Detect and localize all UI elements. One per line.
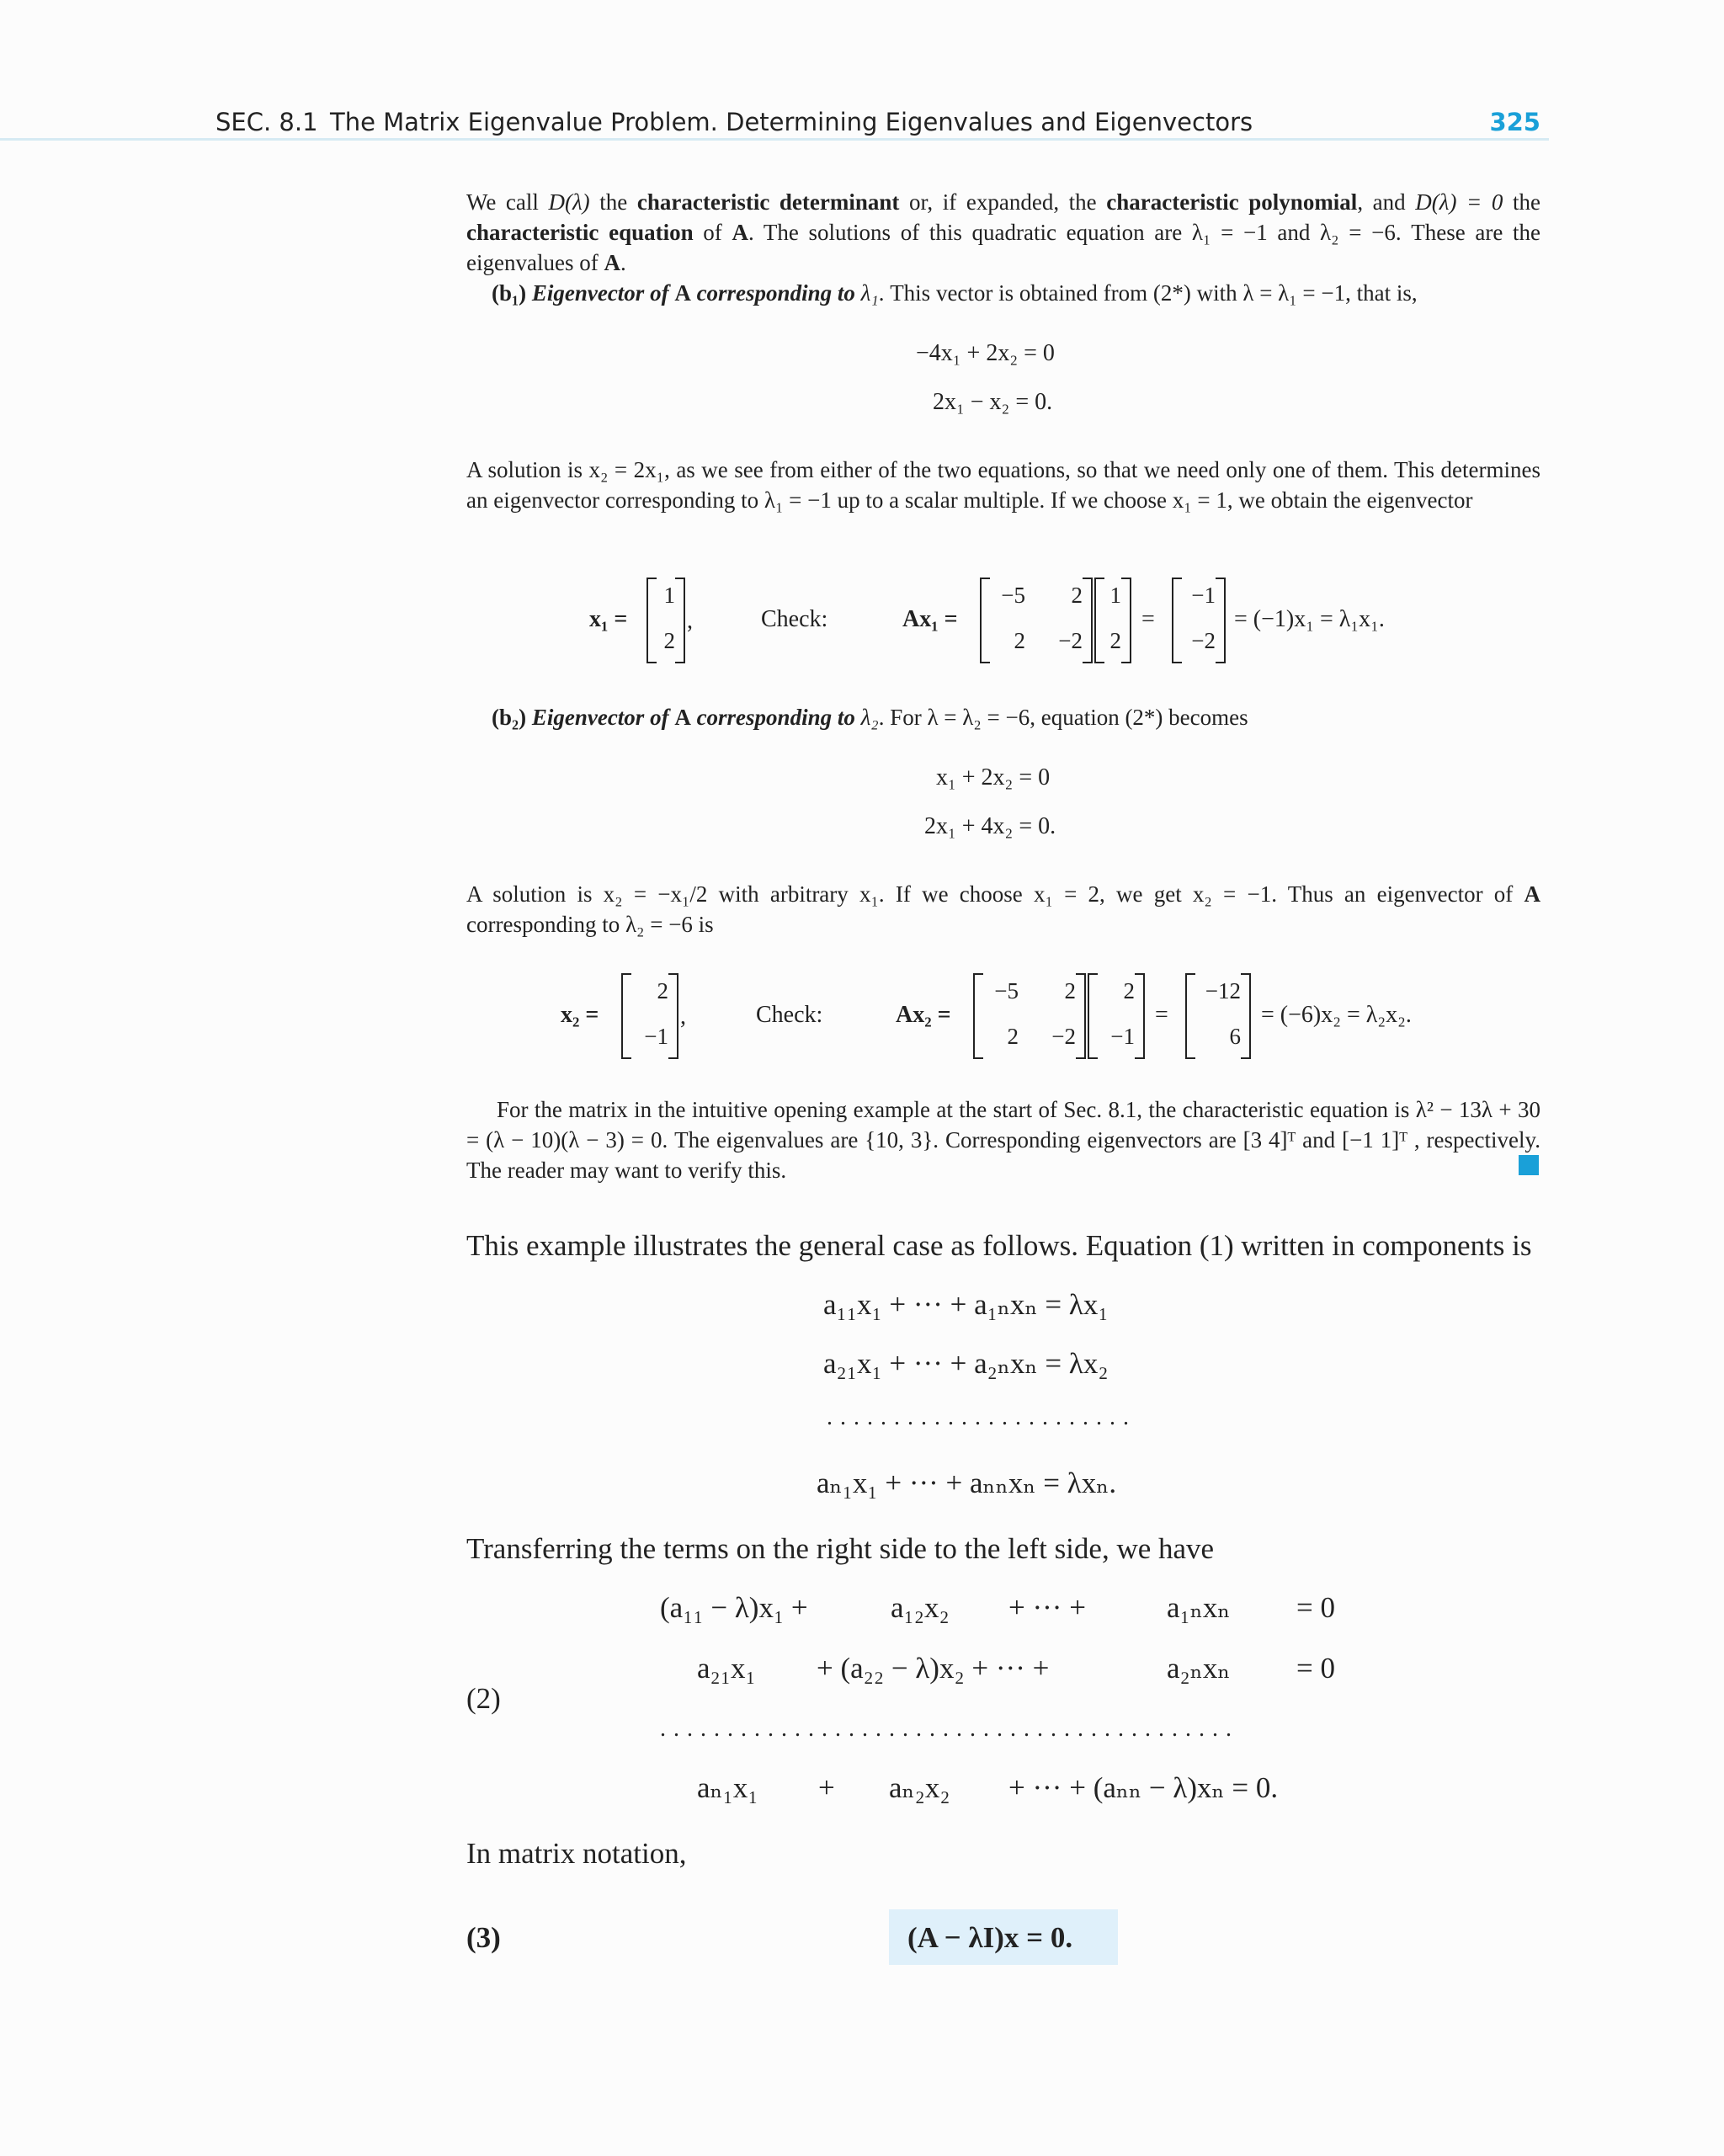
section-number: SEC. 8.1 (216, 108, 318, 136)
equation-number-2: (2) (466, 1682, 501, 1715)
check-result-2: = (−6)x₂ = λ₂x₂. (1261, 1002, 1412, 1028)
paragraph-solution-2: A solution is x₂ = −x₁/2 with arbitrary x₁. If we choose x₁ = 2, we get x₂ = −1. Thus an eigenvector of A corresponding to λ₂ = −6 is (466, 881, 1540, 937)
paragraph-characteristic: We call D(λ) the characteristic determinant or, if expanded, the characteristic polynomial, and D(λ) = 0 the characteristic equation of A. The solutions of this quadratic equation are λ₁ = −1 and λ₂ = −6. These are the eigenvalues of A. (466, 189, 1540, 275)
system2-row2-a: a₂₁x₁ (697, 1652, 756, 1685)
x1-label: x₁ = (589, 606, 628, 632)
system1-row4: aₙ₁x₁ + ··· + aₙₙxₙ = λxₙ. (817, 1467, 1117, 1499)
result-vector-1: −1 −2 (1172, 578, 1226, 663)
paragraph-opening-example: For the matrix in the intuitive opening example at the start of Sec. 8.1, the characteristic equation is λ² − 13λ + 30 = (λ − 10)(λ − 3) = 0. The eigenvalues are {10, 3}. Corresponding eigenvectors are [3 4]ᵀ and [−1 1]ᵀ , respectively. The reader may want to verify this. (466, 1097, 1540, 1183)
system1-dots: ....................... (827, 1404, 1136, 1430)
heading-b1: (b₁) Eigenvector of A corresponding to λ₁. This vector is obtained from (2*) with λ = λ₁ = −1, that is, (492, 280, 1418, 306)
system1-row1: a₁₁x₁ + ··· + a₁ₙxₙ = λx₁ (823, 1288, 1109, 1321)
check-label-2: Check: (756, 1002, 823, 1028)
chapter-title: The Matrix Eigenvalue Problem. Determining Eigenvalues and Eigenvectors (330, 108, 1253, 136)
paragraph-solution-1: A solution is x₂ = 2x₁, as we see from either of the two equations, so that we need only one of them. This determines an eigenvector corresponding to λ₁ = −1 up to a scalar multiple. If we choose x₁ = 1, we obtain the eigenvector (466, 457, 1540, 513)
equation-b2-line2: 2x₁ + 4x₂ = 0. (924, 813, 1056, 839)
equation-b1-line2: 2x₁ − x₂ = 0. (933, 389, 1053, 415)
system2-dots: ........................................... (660, 1716, 1239, 1742)
system1-row2: a₂₁x₁ + ··· + a₂ₙxₙ = λx₂ (823, 1347, 1109, 1380)
page-number: 325 (1489, 108, 1540, 136)
ax2-label: Ax₂ = (896, 1002, 951, 1028)
vector-x2-copy: 2 −1 (1088, 973, 1145, 1059)
end-of-example-marker (1519, 1155, 1539, 1175)
check-result-1: = (−1)x₁ = λ₁x₁. (1234, 606, 1385, 632)
result-vector-2: −12 6 (1185, 973, 1251, 1059)
paragraph-transferring: Transferring the terms on the right side to the left side, we have (466, 1532, 1215, 1565)
equation-b1-line1: −4x₁ + 2x₂ = 0 (916, 340, 1055, 366)
vector-x1: 1 2 (646, 578, 685, 663)
matrix-A-2: −5 2 2 −2 (973, 973, 1086, 1059)
equation-b2-line1: x₁ + 2x₂ = 0 (936, 764, 1051, 791)
paragraph-matrix-notation: In matrix notation, (466, 1837, 687, 1870)
running-header (216, 104, 1540, 141)
system2-row1-a: (a₁₁ − λ)x₁ + (660, 1591, 808, 1624)
heading-b2: (b₂) Eigenvector of A corresponding to λ₂. For λ = λ₂ = −6, equation (2*) becomes (492, 705, 1248, 730)
equation-number-3: (3) (466, 1921, 501, 1954)
matrix-A: −5 2 2 −2 (980, 578, 1093, 663)
ax1-label: Ax₁ = (902, 606, 958, 632)
check-label: Check: (761, 606, 828, 632)
paragraph-general-case: This example illustrates the general case as follows. Equation (1) written in components is (466, 1229, 1532, 1262)
x2-label: x₂ = (561, 1002, 599, 1028)
system2-row4-a: aₙ₁x₁ (697, 1771, 758, 1804)
header-rule (0, 138, 1549, 141)
vector-x2: 2 −1 (621, 973, 678, 1059)
equation-3: (A − λI)x = 0. (907, 1921, 1073, 1954)
vector-x1-copy: 1 2 (1094, 578, 1131, 663)
